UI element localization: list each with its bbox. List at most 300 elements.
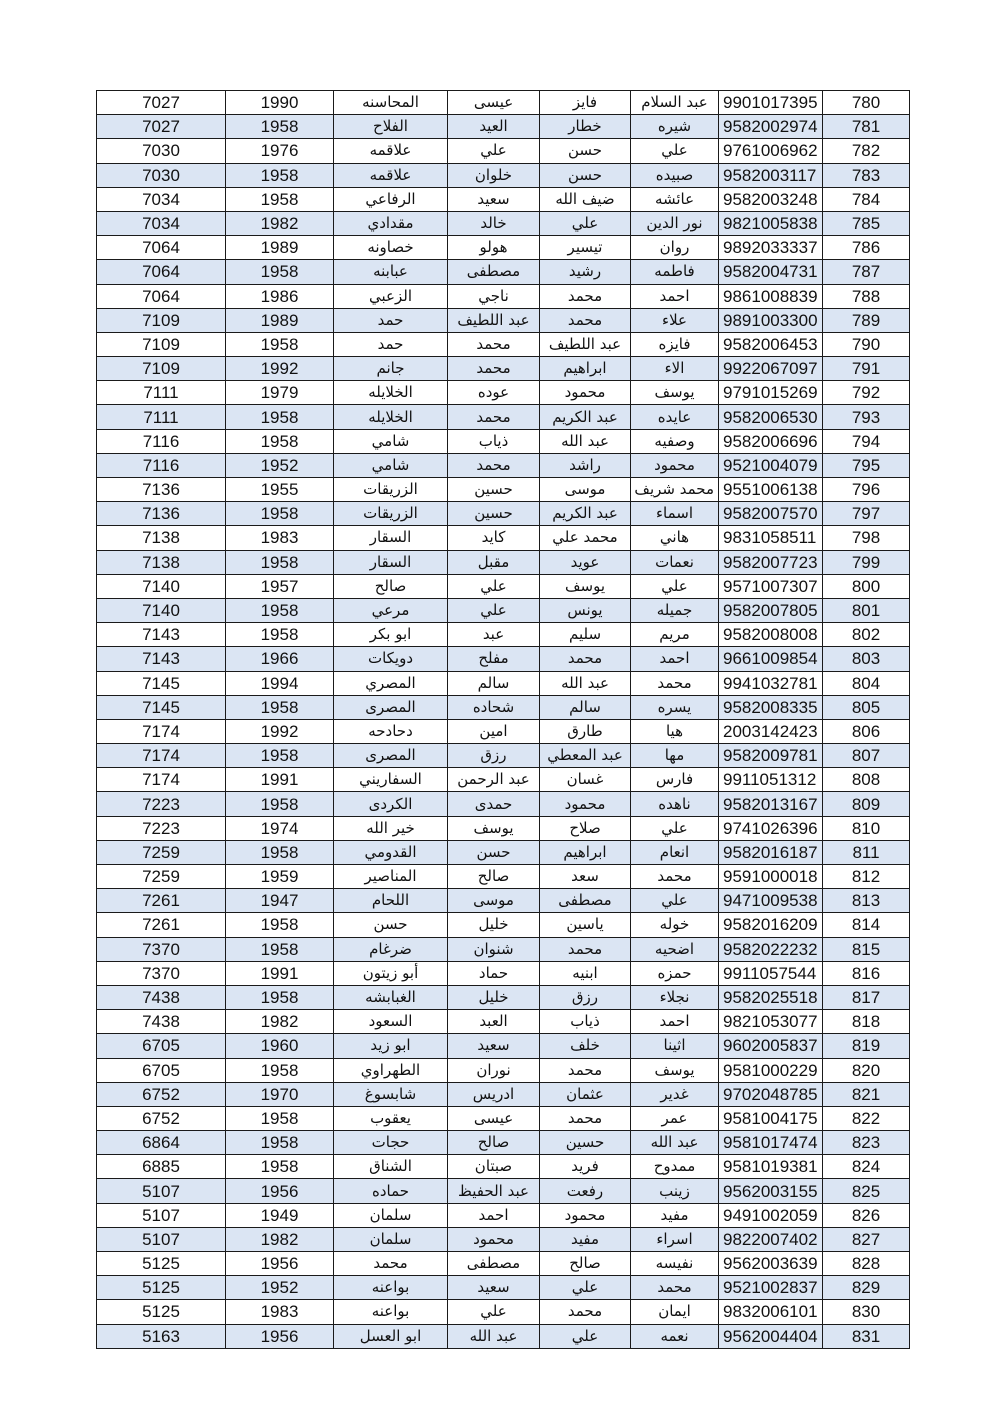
grandfather-name-cell: امين [448, 719, 540, 743]
father-name-cell: محمد [540, 1106, 631, 1130]
records-table-body [97, 91, 910, 1349]
national-id-cell: 9562004404 [719, 1324, 823, 1348]
code-cell: 7064 [97, 260, 226, 284]
national-id-cell: 9761006962 [719, 139, 823, 163]
first-name-cell: محمد [631, 1276, 719, 1300]
national-id-cell: 9831058511 [719, 526, 823, 550]
grandfather-name-cell: العبد [448, 1010, 540, 1034]
father-name-cell: ابراهيم [540, 357, 631, 381]
serial-number-cell: 817 [823, 985, 910, 1009]
birth-year-cell: 1979 [226, 381, 334, 405]
grandfather-name-cell: شنوان [448, 937, 540, 961]
birth-year-cell: 1956 [226, 1179, 334, 1203]
national-id-cell: 9832006101 [719, 1300, 823, 1324]
first-name-cell: علاء [631, 308, 719, 332]
code-cell: 7138 [97, 550, 226, 574]
table-row [97, 357, 910, 381]
national-id-cell: 9901017395 [719, 91, 823, 115]
birth-year-cell: 1958 [226, 598, 334, 622]
code-cell: 7034 [97, 187, 226, 211]
first-name-cell: عبد الله [631, 1131, 719, 1155]
family-name-cell: مرعي [334, 598, 448, 622]
family-name-cell: المصري [334, 671, 448, 695]
code-cell: 7438 [97, 985, 226, 1009]
birth-year-cell: 1958 [226, 792, 334, 816]
national-id-cell: 9582022232 [719, 937, 823, 961]
national-id-cell: 9602005837 [719, 1034, 823, 1058]
father-name-cell: رشيد [540, 260, 631, 284]
birth-year-cell: 1958 [226, 840, 334, 864]
serial-number-cell: 822 [823, 1106, 910, 1130]
first-name-cell: احمد [631, 647, 719, 671]
birth-year-cell: 1958 [226, 550, 334, 574]
first-name-cell: هيا [631, 719, 719, 743]
first-name-cell: يوسف [631, 381, 719, 405]
family-name-cell: المحاسنه [334, 91, 448, 115]
table-row [97, 1227, 910, 1251]
code-cell: 6885 [97, 1155, 226, 1179]
family-name-cell: ابو زيد [334, 1034, 448, 1058]
father-name-cell: حسن [540, 163, 631, 187]
first-name-cell: اسماء [631, 502, 719, 526]
serial-number-cell: 785 [823, 211, 910, 235]
father-name-cell: راشد [540, 453, 631, 477]
code-cell: 7145 [97, 671, 226, 695]
first-name-cell: فارس [631, 768, 719, 792]
serial-number-cell: 791 [823, 357, 910, 381]
birth-year-cell: 1986 [226, 284, 334, 308]
table-row [97, 719, 910, 743]
table-row [97, 405, 910, 429]
national-id-cell: 9661009854 [719, 647, 823, 671]
birth-year-cell: 1976 [226, 139, 334, 163]
table-row [97, 308, 910, 332]
birth-year-cell: 1958 [226, 1058, 334, 1082]
family-name-cell: الفلاح [334, 115, 448, 139]
table-row [97, 1010, 910, 1034]
birth-year-cell: 1947 [226, 889, 334, 913]
serial-number-cell: 803 [823, 647, 910, 671]
code-cell: 5107 [97, 1203, 226, 1227]
table-row [97, 502, 910, 526]
code-cell: 5125 [97, 1300, 226, 1324]
national-id-cell: 9702048785 [719, 1082, 823, 1106]
grandfather-name-cell: العيد [448, 115, 540, 139]
first-name-cell: الاء [631, 357, 719, 381]
family-name-cell: حمد [334, 332, 448, 356]
grandfather-name-cell: نوران [448, 1058, 540, 1082]
first-name-cell: علي [631, 139, 719, 163]
national-id-cell: 9741026396 [719, 816, 823, 840]
family-name-cell: الزريقات [334, 502, 448, 526]
birth-year-cell: 1958 [226, 985, 334, 1009]
father-name-cell: عبد اللطيف [540, 332, 631, 356]
table-row [97, 284, 910, 308]
serial-number-cell: 801 [823, 598, 910, 622]
father-name-cell: مفيد [540, 1227, 631, 1251]
father-name-cell: مصطفى [540, 889, 631, 913]
grandfather-name-cell: صبتان [448, 1155, 540, 1179]
birth-year-cell: 1952 [226, 453, 334, 477]
national-id-cell: 9581019381 [719, 1155, 823, 1179]
family-name-cell: السعود [334, 1010, 448, 1034]
national-id-cell: 9821005838 [719, 211, 823, 235]
table-row [97, 526, 910, 550]
first-name-cell: جميله [631, 598, 719, 622]
birth-year-cell: 1958 [226, 1155, 334, 1179]
serial-number-cell: 799 [823, 550, 910, 574]
father-name-cell: ياسين [540, 913, 631, 937]
code-cell: 7034 [97, 211, 226, 235]
serial-number-cell: 786 [823, 236, 910, 260]
national-id-cell: 9582003248 [719, 187, 823, 211]
birth-year-cell: 1989 [226, 308, 334, 332]
serial-number-cell: 798 [823, 526, 910, 550]
table-row [97, 816, 910, 840]
first-name-cell: نور الدين [631, 211, 719, 235]
family-name-cell: الشناق [334, 1155, 448, 1179]
grandfather-name-cell: ذياب [448, 429, 540, 453]
table-row [97, 744, 910, 768]
grandfather-name-cell: حسن [448, 840, 540, 864]
national-id-cell: 9582003117 [719, 163, 823, 187]
first-name-cell: فاطمه [631, 260, 719, 284]
family-name-cell: الخلايله [334, 381, 448, 405]
father-name-cell: محمد [540, 1058, 631, 1082]
table-row [97, 671, 910, 695]
serial-number-cell: 818 [823, 1010, 910, 1034]
grandfather-name-cell: صالح [448, 865, 540, 889]
grandfather-name-cell: عيسى [448, 91, 540, 115]
birth-year-cell: 1958 [226, 913, 334, 937]
serial-number-cell: 826 [823, 1203, 910, 1227]
father-name-cell: ضيف الله [540, 187, 631, 211]
father-name-cell: عبد الكريم [540, 405, 631, 429]
grandfather-name-cell: يوسف [448, 816, 540, 840]
first-name-cell: علي [631, 889, 719, 913]
family-name-cell: الغبابشه [334, 985, 448, 1009]
code-cell: 7116 [97, 453, 226, 477]
birth-year-cell: 1958 [226, 695, 334, 719]
family-name-cell: أبو زيتون [334, 961, 448, 985]
code-cell: 7116 [97, 429, 226, 453]
father-name-cell: سعد [540, 865, 631, 889]
family-name-cell: محمد [334, 1252, 448, 1276]
first-name-cell: علي [631, 574, 719, 598]
father-name-cell: محمود [540, 381, 631, 405]
table-row [97, 598, 910, 622]
table-row [97, 768, 910, 792]
family-name-cell: حمد [334, 308, 448, 332]
family-name-cell: شامي [334, 429, 448, 453]
serial-number-cell: 781 [823, 115, 910, 139]
national-id-cell: 9582009781 [719, 744, 823, 768]
father-name-cell: محمد [540, 937, 631, 961]
birth-year-cell: 1957 [226, 574, 334, 598]
serial-number-cell: 829 [823, 1276, 910, 1300]
first-name-cell: عمر [631, 1106, 719, 1130]
family-name-cell: الكردى [334, 792, 448, 816]
grandfather-name-cell: حمدى [448, 792, 540, 816]
birth-year-cell: 1989 [226, 236, 334, 260]
serial-number-cell: 811 [823, 840, 910, 864]
grandfather-name-cell: سعيد [448, 187, 540, 211]
national-id-cell: 9521002837 [719, 1276, 823, 1300]
serial-number-cell: 790 [823, 332, 910, 356]
family-name-cell: علاقمه [334, 163, 448, 187]
grandfather-name-cell: هولو [448, 236, 540, 260]
serial-number-cell: 797 [823, 502, 910, 526]
first-name-cell: اثينا [631, 1034, 719, 1058]
father-name-cell: خطار [540, 115, 631, 139]
grandfather-name-cell: عوده [448, 381, 540, 405]
table-row [97, 91, 910, 115]
father-name-cell: عبد المعطي [540, 744, 631, 768]
first-name-cell: محمود [631, 453, 719, 477]
family-name-cell: دحادحه [334, 719, 448, 743]
birth-year-cell: 1958 [226, 623, 334, 647]
serial-number-cell: 788 [823, 284, 910, 308]
first-name-cell: وصفيه [631, 429, 719, 453]
table-row [97, 139, 910, 163]
national-id-cell: 9582007570 [719, 502, 823, 526]
table-row [97, 260, 910, 284]
national-id-cell: 9582007723 [719, 550, 823, 574]
family-name-cell: السفاريني [334, 768, 448, 792]
records-table [96, 90, 910, 1349]
father-name-cell: طارق [540, 719, 631, 743]
birth-year-cell: 1958 [226, 405, 334, 429]
father-name-cell: سالم [540, 695, 631, 719]
code-cell: 6705 [97, 1058, 226, 1082]
code-cell: 5125 [97, 1252, 226, 1276]
code-cell: 7261 [97, 889, 226, 913]
grandfather-name-cell: ناجي [448, 284, 540, 308]
family-name-cell: السقار [334, 526, 448, 550]
code-cell: 6752 [97, 1082, 226, 1106]
code-cell: 7109 [97, 308, 226, 332]
grandfather-name-cell: علي [448, 598, 540, 622]
code-cell: 7140 [97, 574, 226, 598]
father-name-cell: عبد الله [540, 429, 631, 453]
birth-year-cell: 1983 [226, 526, 334, 550]
first-name-cell: عبد السلام [631, 91, 719, 115]
serial-number-cell: 780 [823, 91, 910, 115]
grandfather-name-cell: عبد الحفيظ [448, 1179, 540, 1203]
birth-year-cell: 1974 [226, 816, 334, 840]
national-id-cell: 9821053077 [719, 1010, 823, 1034]
serial-number-cell: 805 [823, 695, 910, 719]
code-cell: 7174 [97, 768, 226, 792]
birth-year-cell: 1982 [226, 1010, 334, 1034]
birth-year-cell: 1982 [226, 1227, 334, 1251]
grandfather-name-cell: سالم [448, 671, 540, 695]
first-name-cell: محمد شريف [631, 478, 719, 502]
birth-year-cell: 1983 [226, 1300, 334, 1324]
serial-number-cell: 795 [823, 453, 910, 477]
family-name-cell: السقار [334, 550, 448, 574]
father-name-cell: محمد علي [540, 526, 631, 550]
code-cell: 7111 [97, 405, 226, 429]
father-name-cell: يوسف [540, 574, 631, 598]
birth-year-cell: 1958 [226, 429, 334, 453]
grandfather-name-cell: عيسى [448, 1106, 540, 1130]
first-name-cell: هاني [631, 526, 719, 550]
grandfather-name-cell: مصطفى [448, 260, 540, 284]
family-name-cell: الخلايله [334, 405, 448, 429]
table-row [97, 381, 910, 405]
grandfather-name-cell: شحاده [448, 695, 540, 719]
code-cell: 7109 [97, 357, 226, 381]
grandfather-name-cell: علي [448, 139, 540, 163]
table-row [97, 1034, 910, 1058]
national-id-cell: 9941032781 [719, 671, 823, 695]
family-name-cell: ضرغام [334, 937, 448, 961]
national-id-cell: 9891003300 [719, 308, 823, 332]
birth-year-cell: 1966 [226, 647, 334, 671]
father-name-cell: رفعت [540, 1179, 631, 1203]
grandfather-name-cell: صالح [448, 1131, 540, 1155]
father-name-cell: عبد الله [540, 671, 631, 695]
first-name-cell: يسره [631, 695, 719, 719]
grandfather-name-cell: سعيد [448, 1034, 540, 1058]
grandfather-name-cell: ادريس [448, 1082, 540, 1106]
father-name-cell: ابنيه [540, 961, 631, 985]
birth-year-cell: 1958 [226, 1106, 334, 1130]
family-name-cell: دويكات [334, 647, 448, 671]
table-row [97, 1324, 910, 1348]
table-row [97, 937, 910, 961]
birth-year-cell: 1970 [226, 1082, 334, 1106]
father-name-cell: حسن [540, 139, 631, 163]
code-cell: 7111 [97, 381, 226, 405]
table-row [97, 332, 910, 356]
birth-year-cell: 1958 [226, 502, 334, 526]
grandfather-name-cell: موسى [448, 889, 540, 913]
serial-number-cell: 824 [823, 1155, 910, 1179]
serial-number-cell: 816 [823, 961, 910, 985]
birth-year-cell: 1958 [226, 744, 334, 768]
national-id-cell: 9822007402 [719, 1227, 823, 1251]
table-row [97, 187, 910, 211]
first-name-cell: حمزه [631, 961, 719, 985]
national-id-cell: 9582004731 [719, 260, 823, 284]
grandfather-name-cell: محمد [448, 357, 540, 381]
grandfather-name-cell: عبد الله [448, 1324, 540, 1348]
code-cell: 5125 [97, 1276, 226, 1300]
national-id-cell: 9491002059 [719, 1203, 823, 1227]
code-cell: 7064 [97, 236, 226, 260]
national-id-cell: 9591000018 [719, 865, 823, 889]
grandfather-name-cell: علي [448, 574, 540, 598]
national-id-cell: 9551006138 [719, 478, 823, 502]
first-name-cell: ناهده [631, 792, 719, 816]
birth-year-cell: 1958 [226, 332, 334, 356]
code-cell: 7223 [97, 792, 226, 816]
family-name-cell: بواعنه [334, 1300, 448, 1324]
table-row [97, 478, 910, 502]
national-id-cell: 9581000229 [719, 1058, 823, 1082]
table-row [97, 913, 910, 937]
table-row [97, 865, 910, 889]
family-name-cell: القدومي [334, 840, 448, 864]
grandfather-name-cell: مقبل [448, 550, 540, 574]
father-name-cell: فايز [540, 91, 631, 115]
birth-year-cell: 1958 [226, 163, 334, 187]
first-name-cell: زينب [631, 1179, 719, 1203]
first-name-cell: صبيده [631, 163, 719, 187]
table-row [97, 840, 910, 864]
birth-year-cell: 1960 [226, 1034, 334, 1058]
code-cell: 7259 [97, 865, 226, 889]
father-name-cell: ابراهيم [540, 840, 631, 864]
national-id-cell: 9582006530 [719, 405, 823, 429]
code-cell: 7261 [97, 913, 226, 937]
first-name-cell: علي [631, 816, 719, 840]
code-cell: 7143 [97, 623, 226, 647]
code-cell: 5163 [97, 1324, 226, 1348]
grandfather-name-cell: خالد [448, 211, 540, 235]
family-name-cell: خصاونه [334, 236, 448, 260]
national-id-cell: 9582007805 [719, 598, 823, 622]
family-name-cell: بواعنه [334, 1276, 448, 1300]
table-row [97, 792, 910, 816]
first-name-cell: نعمات [631, 550, 719, 574]
first-name-cell: ايمان [631, 1300, 719, 1324]
family-name-cell: علاقمه [334, 139, 448, 163]
grandfather-name-cell: حسين [448, 478, 540, 502]
national-id-cell: 9582008335 [719, 695, 823, 719]
family-name-cell: الزعبي [334, 284, 448, 308]
serial-number-cell: 823 [823, 1131, 910, 1155]
birth-year-cell: 1990 [226, 91, 334, 115]
code-cell: 7027 [97, 91, 226, 115]
grandfather-name-cell: مصطفى [448, 1252, 540, 1276]
serial-number-cell: 809 [823, 792, 910, 816]
first-name-cell: ممدوح [631, 1155, 719, 1179]
serial-number-cell: 794 [823, 429, 910, 453]
father-name-cell: محمد [540, 284, 631, 308]
table-row [97, 1179, 910, 1203]
first-name-cell: نعمه [631, 1324, 719, 1348]
first-name-cell: احمد [631, 1010, 719, 1034]
national-id-cell: 2003142423 [719, 719, 823, 743]
table-row [97, 429, 910, 453]
table-row [97, 115, 910, 139]
grandfather-name-cell: رزق [448, 744, 540, 768]
grandfather-name-cell: حسين [448, 502, 540, 526]
family-name-cell: الزريقات [334, 478, 448, 502]
first-name-cell: شيره [631, 115, 719, 139]
serial-number-cell: 804 [823, 671, 910, 695]
serial-number-cell: 807 [823, 744, 910, 768]
code-cell: 7064 [97, 284, 226, 308]
first-name-cell: اسراء [631, 1227, 719, 1251]
father-name-cell: حسين [540, 1131, 631, 1155]
national-id-cell: 9861008839 [719, 284, 823, 308]
family-name-cell: شابسوغ [334, 1082, 448, 1106]
national-id-cell: 9582016187 [719, 840, 823, 864]
national-id-cell: 9582008008 [719, 623, 823, 647]
code-cell: 7145 [97, 695, 226, 719]
serial-number-cell: 793 [823, 405, 910, 429]
national-id-cell: 9521004079 [719, 453, 823, 477]
national-id-cell: 9582006453 [719, 332, 823, 356]
grandfather-name-cell: سعيد [448, 1276, 540, 1300]
first-name-cell: احمد [631, 284, 719, 308]
family-name-cell: عبابنه [334, 260, 448, 284]
grandfather-name-cell: علي [448, 1300, 540, 1324]
